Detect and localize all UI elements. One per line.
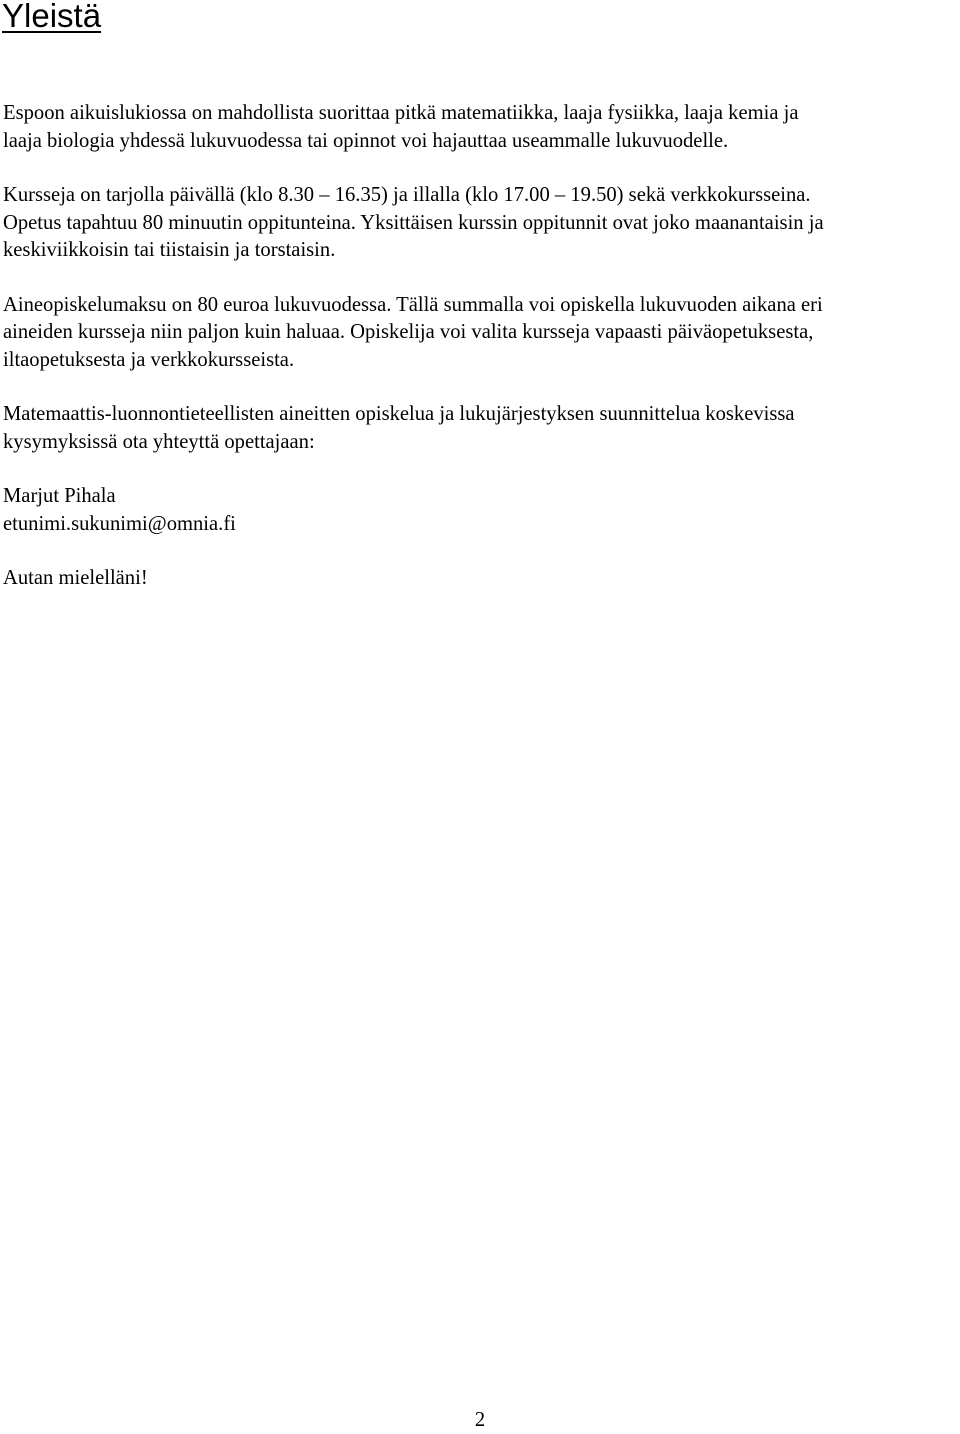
closing-text [3, 565, 958, 593]
body-text [3, 100, 958, 620]
page-number: 2 [474, 1409, 486, 1431]
text-line: laaja biologia yhdessä lukuvuodessa tai opinnot voi hajauttaa useammalle lukuvuodelle. [3, 129, 729, 152]
text-line: Espoon aikuislukiossa on mahdollista suorittaa pitkä matematiikka, laaja fysiikka, laaja kemia ja [3, 102, 799, 124]
contact-name: Marjut Pihala [3, 485, 116, 507]
text-line: keskiviikkoisin tai tiistaisin ja torstaisin. [3, 239, 336, 261]
paragraph-schedule [3, 182, 958, 265]
text-line: iltaopetuksesta ja verkkokursseista. [3, 348, 295, 371]
text-line: Autan mielelläni! [3, 567, 148, 589]
paragraph-contact-info [3, 401, 958, 456]
contact-email: etunimi.sukunimi@omnia.fi [3, 512, 236, 535]
text-line: Opetus tapahtuu 80 minuutin oppitunteina. Yksittäisen kurssin oppitunnit ovat joko maanantaisin ja [3, 211, 824, 234]
text-line: Matemaattis-luonnontieteellisten aineitten opiskelua ja lukujärjestyksen suunnittelua koskevissa [3, 403, 795, 425]
text-line: Aineopiskelumaksu on 80 euroa lukuvuodessa. Tällä summalla voi opiskella lukuvuoden aikana eri [3, 293, 823, 316]
text-line: kysymyksissä ota yhteyttä opettajaan: [3, 430, 315, 453]
page-title: Yleistä [2, 0, 102, 34]
paragraph-fee [3, 292, 958, 375]
paragraph-intro [3, 100, 958, 155]
contact-block [3, 483, 958, 538]
text-line: Kursseja on tarjolla päivällä (klo 8.30 – 16.35) ja illalla (klo 17.00 – 19.50) sekä verkkokursseina. [3, 184, 811, 206]
text-line: aineiden kursseja niin paljon kuin haluaa. Opiskelija voi valita kursseja vapaasti päiväopetuksesta, [3, 321, 814, 343]
